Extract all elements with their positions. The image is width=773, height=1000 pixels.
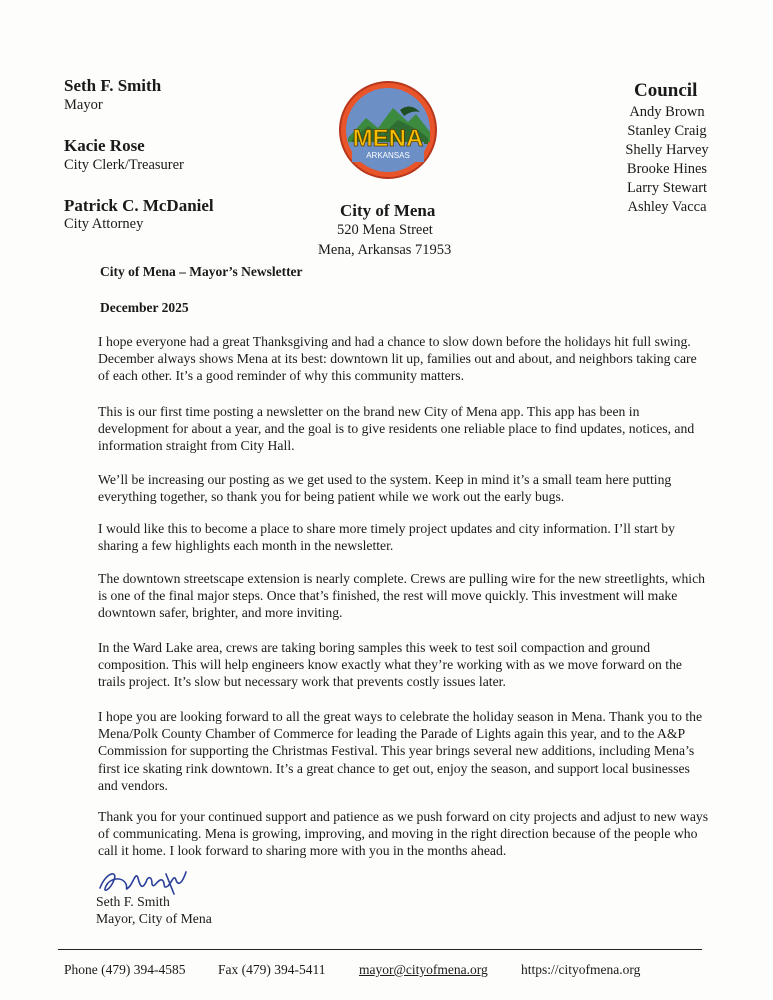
body-paragraph: I would like this to become a place to share more timely project updates and city information. I’ll start by sharing a few highlights each month in the newsletter.	[98, 521, 675, 554]
newsletter-date: December 2025	[100, 300, 189, 315]
clerk-name: Kacie Rose	[64, 136, 145, 155]
body-paragraph: I hope you are looking forward to all the great ways to celebrate the holiday season in Mena. Thank you to the Mena/Polk County Chamber of Commerce for leading the Parade of Lights again this year, and to the A&P Commission for supporting the Christmas Festival. This year brings several new additions, including Mena’s first ice skating rink downtown. It’s a great chance to get out, enjoy the season, and support local businesses and vendors.	[98, 709, 703, 793]
council-member: Larry Stewart	[626, 180, 708, 196]
newsletter-title: City of Mena – Mayor’s Newsletter	[100, 264, 303, 279]
footer-email[interactable]	[359, 962, 488, 978]
footer-phone: Phone (479) 394-4585	[64, 962, 186, 977]
city-name: City of Mena	[340, 201, 436, 220]
signature-name: Seth F. Smith	[96, 894, 170, 909]
city-street: 520 Mena Street	[337, 222, 433, 238]
body-paragraph: We’ll be increasing our posting as we get used to the system. Keep in mind it’s a small team here putting everything together, so thank you for being patient while we work out the early bugs.	[98, 472, 672, 505]
footer-divider	[58, 949, 702, 950]
council-heading: Council	[634, 80, 698, 101]
council-member: Stanley Craig	[627, 123, 707, 139]
footer-fax: Fax (479) 394-5411	[218, 962, 326, 977]
council-member: Brooke Hines	[626, 161, 708, 177]
logo-word: MENA	[352, 125, 424, 152]
body-paragraph: I hope everyone had a great Thanksgiving and had a chance to slow down before the holidays hit full swing. December always shows Mena at its best: downtown lit up, families out and about, and neighbors taking care of each other. It’s a good reminder of why this community matters.	[98, 334, 697, 384]
body-paragraph: In the Ward Lake area, crews are taking boring samples this week to test soil compaction and ground composition. This will help engineers know exactly what they’re working with as we move forward on the trails project. It’s slow but necessary work that prevents costly issues later.	[98, 640, 682, 690]
body-paragraph: The downtown streetscape extension is nearly complete. Crews are pulling wire for the new streetlights, which is one of the final major steps. Once that’s finished, the rest will move quickly. This investment will make downtown safer, brighter, and more inviting.	[98, 571, 706, 621]
clerk-title: City Clerk/Treasurer	[64, 157, 184, 173]
body-paragraph: This is our first time posting a newsletter on the brand new City of Mena app. This app has been in development for about a year, and the goal is to give residents one reliable place to find updates, notices, and information straight from City Hall.	[98, 404, 695, 454]
city-citystate: Mena, Arkansas 71953	[318, 242, 452, 258]
council-member: Ashley Vacca	[627, 199, 707, 215]
logo-sub: ARKANSAS	[366, 151, 410, 160]
city-logo	[338, 80, 438, 180]
council-member: Shelly Harvey	[625, 142, 709, 158]
mayor-title: Mayor	[64, 97, 103, 113]
footer-website[interactable]: https://cityofmena.org	[521, 962, 641, 977]
signature-title: Mayor, City of Mena	[96, 911, 212, 926]
attorney-name: Patrick C. McDaniel	[64, 196, 214, 215]
body-paragraph: Thank you for your continued support and patience as we push forward on city projects and adjust to new ways of communicating. Mena is growing, improving, and moving in the right direction because of the people who call it home. I look forward to sharing more with you in the months ahead.	[98, 809, 709, 859]
mayor-name: Seth F. Smith	[64, 76, 162, 95]
footer-email-link[interactable]: mayor@cityofmena.org	[359, 962, 488, 977]
council-member: Andy Brown	[629, 104, 705, 120]
attorney-title: City Attorney	[64, 216, 144, 232]
